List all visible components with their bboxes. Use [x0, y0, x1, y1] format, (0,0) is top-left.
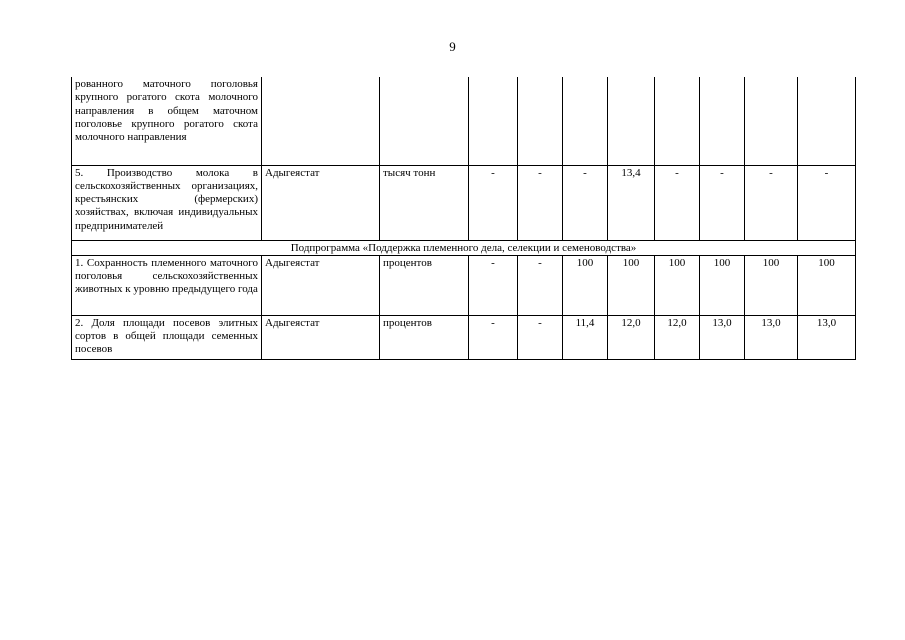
value-cell: 100 [608, 255, 655, 315]
table-row [72, 315, 856, 359]
unit-cell: процентов [380, 255, 469, 315]
source-cell: Адыгеястат [262, 165, 380, 240]
value-cell [608, 77, 655, 165]
source-cell: Адыгеястат [262, 255, 380, 315]
unit-cell: тысяч тонн [380, 165, 469, 240]
source-cell: Адыгеястат [262, 315, 380, 359]
source-cell [262, 77, 380, 165]
indicator-cell: 1. Сохранность племенного маточного поголовья сельскохозяйственных животных к уровню предыдущего года [72, 255, 262, 315]
indicator-cell: 2. Доля площади посевов элитных сортов в общей площади семенных посевов [72, 315, 262, 359]
value-cell: 100 [700, 255, 745, 315]
value-cell [700, 77, 745, 165]
value-cell: 13,4 [608, 165, 655, 240]
subprogram-row [72, 240, 856, 255]
value-cell: 100 [745, 255, 798, 315]
value-cell: 100 [563, 255, 608, 315]
value-cell [798, 77, 856, 165]
value-cell [518, 77, 563, 165]
value-cell: - [518, 315, 563, 359]
value-cell: - [518, 165, 563, 240]
unit-cell [380, 77, 469, 165]
value-cell: - [469, 165, 518, 240]
value-cell: - [469, 315, 518, 359]
table-row [72, 77, 856, 165]
value-cell: 11,4 [563, 315, 608, 359]
value-cell: - [798, 165, 856, 240]
value-cell: 100 [655, 255, 700, 315]
value-cell [563, 77, 608, 165]
value-cell [655, 77, 700, 165]
value-cell [745, 77, 798, 165]
indicators-table [71, 77, 856, 360]
value-cell: 12,0 [608, 315, 655, 359]
indicator-cell: 5. Производство молока в сельскохозяйственных организациях, крестьянских (фермерских) хозяйствах, включая индивидуальных предпринимателей [72, 165, 262, 240]
value-cell: 100 [798, 255, 856, 315]
value-cell: - [700, 165, 745, 240]
value-cell: - [563, 165, 608, 240]
table-row [72, 255, 856, 315]
value-cell: 13,0 [700, 315, 745, 359]
value-cell: 13,0 [798, 315, 856, 359]
value-cell: 12,0 [655, 315, 700, 359]
indicator-cell: рованного маточного поголовья крупного рогатого скота молочного направления в общем маточном поголовье крупного рогатого скота молочного направления [72, 77, 262, 165]
subprogram-title: Подпрограмма «Поддержка племенного дела, селекции и семеноводства» [72, 240, 856, 255]
value-cell: - [655, 165, 700, 240]
value-cell: - [518, 255, 563, 315]
value-cell: - [469, 255, 518, 315]
table-row [72, 165, 856, 240]
value-cell: - [745, 165, 798, 240]
value-cell [469, 77, 518, 165]
unit-cell: процентов [380, 315, 469, 359]
page-number: 9 [449, 39, 456, 54]
value-cell: 13,0 [745, 315, 798, 359]
